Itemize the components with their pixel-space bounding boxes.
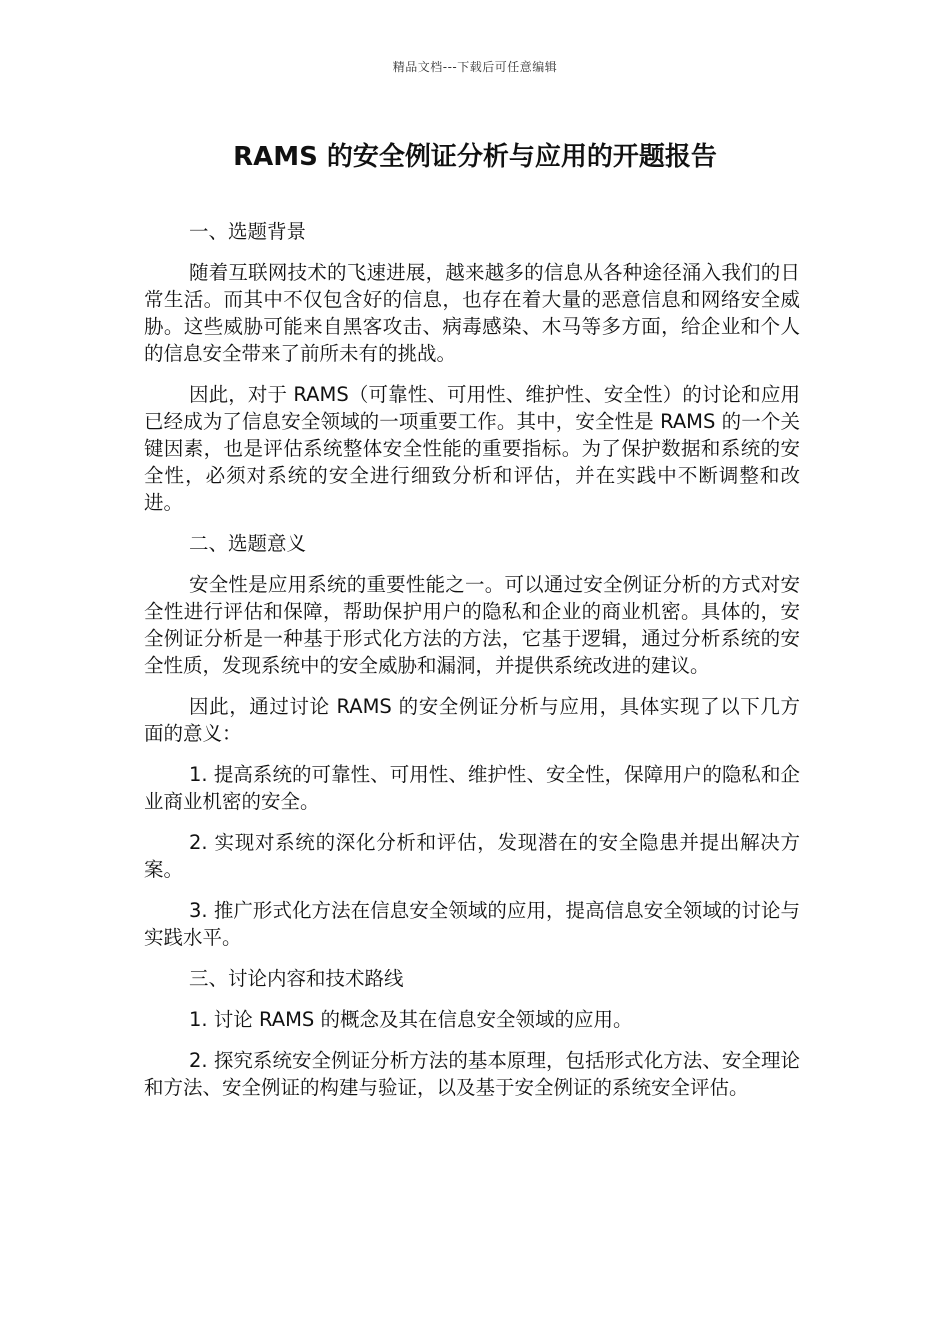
- paragraph: 随着互联网技术的飞速进展，越来越多的信息从各种途径涌入我们的日常生活。而其中不仅包含好的信息，也存在着大量的恶意信息和网络安全威胁。这些威胁可能来自黑客攻击、病毒感染、木马等多方面，给企业和个人的信息安全带来了前所未有的挑战。: [144, 261, 800, 365]
- page-header: 精品文档---下载后可任意编辑: [392, 60, 558, 74]
- section-heading-significance: 二、选题意义: [189, 532, 307, 555]
- list-item: 1. 提高系统的可靠性、可用性、维护性、安全性，保障用户的隐私和企业商业机密的安全。: [144, 763, 800, 813]
- paragraph: 因此，通过讨论 RAMS 的安全例证分析与应用，具体实现了以下几方面的意义：: [144, 695, 800, 745]
- list-item: 1. 讨论 RAMS 的概念及其在信息安全领域的应用。: [189, 1008, 633, 1031]
- section-heading-background: 一、选题背景: [189, 220, 307, 243]
- document-title: RAMS 的安全例证分析与应用的开题报告: [233, 142, 717, 172]
- list-item: 2. 探究系统安全例证分析方法的基本原理，包括形式化方法、安全理论和方法、安全例证的构建与验证，以及基于安全例证的系统安全评估。: [144, 1049, 800, 1099]
- paragraph: 安全性是应用系统的重要性能之一。可以通过安全例证分析的方式对安全性进行评估和保障，帮助保护用户的隐私和企业的商业机密。具体的，安全例证分析是一种基于形式化方法的方法，它基于逻辑，通过分析系统的安全性质，发现系统中的安全威胁和漏洞，并提供系统改进的建议。: [144, 573, 800, 677]
- list-item: 3. 推广形式化方法在信息安全领域的应用，提高信息安全领域的讨论与实践水平。: [144, 899, 800, 949]
- section-heading-research: 三、讨论内容和技术路线: [189, 967, 404, 990]
- paragraph: 因此，对于 RAMS（可靠性、可用性、维护性、安全性）的讨论和应用已经成为了信息安全领域的一项重要工作。其中，安全性是 RAMS 的一个关键因素，也是评估系统整体安全性能的重要指标。为了保护数据和系统的安全性，必须对系统的安全进行细致分析和评估，并在实践中不断调整和改进。: [144, 383, 800, 514]
- document-body: [144, 218, 800, 1115]
- list-item: 2. 实现对系统的深化分析和评估，发现潜在的安全隐患并提出解决方案。: [144, 831, 800, 881]
